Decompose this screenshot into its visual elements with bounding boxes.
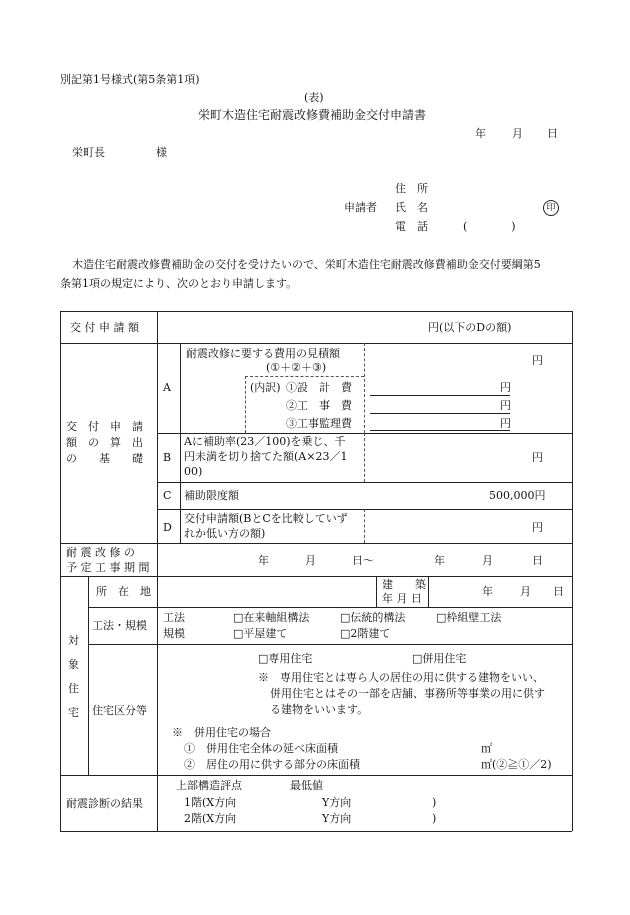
schedule-year-start: 年: [258, 554, 269, 567]
breakdown-construction: ②工 事 費: [286, 399, 352, 412]
method-option-traditional[interactable]: □伝統的構法: [340, 611, 406, 624]
row-a-value: 円: [532, 354, 543, 367]
row-d-desc-2: れか低い方の額): [184, 527, 266, 540]
row-c-value: 500,000円: [489, 489, 546, 502]
schedule-label-2: 予 定 工 事 期 間: [66, 561, 150, 574]
row-b-letter: B: [163, 451, 172, 464]
schedule-month-start: 月: [305, 554, 316, 567]
row-a-letter: A: [163, 381, 171, 394]
built-label-2: 年 月 日: [382, 592, 422, 605]
diagnosis-floor2-x: 2階(X方向: [184, 812, 237, 825]
seal-mark: 印: [543, 200, 559, 216]
name-label: 氏 名: [395, 201, 428, 214]
schedule-year-end: 年: [434, 554, 445, 567]
method-label: 工法・規模: [92, 619, 147, 632]
scale-option-two-story[interactable]: □2階建て: [340, 627, 391, 640]
schedule-day-start: 日～: [352, 554, 374, 567]
row-a-desc-1: 耐震改修に要する費用の見積額: [186, 347, 340, 360]
breakdown-supervision: ③工事監理費: [286, 417, 352, 430]
mixed-residential-area: ② 居住の用に供する部分の床面積: [184, 758, 360, 771]
target-label-2: 象: [68, 658, 79, 671]
class-option-dedicated[interactable]: □専用住宅: [258, 652, 313, 665]
form-number: 別記第1号様式(第5条第1項): [60, 73, 200, 86]
schedule-day-end: 日: [532, 554, 543, 567]
target-label-1: 対: [68, 634, 79, 647]
diagnosis-head-score: 上部構造評点: [176, 779, 242, 792]
row-c-desc: 補助限度額: [184, 489, 239, 502]
mixed-total-area-unit: ㎡: [481, 742, 492, 755]
schedule-label-1: 耐 震 改 修 の: [66, 546, 135, 559]
scale-option-single[interactable]: □平屋建て: [233, 627, 288, 640]
phone-paren: ( ): [463, 220, 516, 233]
addressee-suffix: 様: [156, 146, 167, 159]
phone-label: 電 話: [395, 220, 428, 233]
date-day-label: 日: [547, 127, 558, 140]
target-label-3: 住: [68, 682, 79, 695]
breakdown-label: (内訳): [250, 381, 281, 394]
row-b-desc-1: Aに補助率(23／100)を乗じ、千: [184, 435, 346, 448]
intro-line-1: 木造住宅耐震改修費補助金の交付を受けたいので、栄町木造住宅耐震改修費補助金交付要綱第5: [72, 258, 541, 271]
class-note-3: る建物をいいます。: [270, 703, 369, 716]
applicant-label: 申請者: [344, 201, 377, 214]
mixed-residential-area-unit: ㎡(②≧①／2): [481, 758, 552, 771]
diagnosis-floor1-close: ): [432, 796, 437, 809]
addressee: 栄町長: [72, 146, 105, 159]
grant-amount-label: 交 付 申 請 額: [70, 321, 139, 334]
row-d-desc-1: 交付申請額(BとCを比較していず: [184, 512, 348, 525]
method-row-label: 工法: [163, 611, 185, 624]
class-note-2: 併用住宅とはその一部を店舗、事務所等事業の用に供す: [270, 687, 545, 700]
class-note-1: ※ 専用住宅とは専ら人の居住の用に供する建物をいい、: [258, 671, 544, 684]
class-label: 住宅区分等: [92, 704, 147, 717]
row-d-value: 円: [532, 521, 543, 534]
built-label-1: 建 築: [382, 578, 426, 591]
intro-line-2: 条第1項の規定により、次のとおり申請します。: [60, 277, 298, 290]
schedule-month-end: 月: [482, 554, 493, 567]
address-label: 住 所: [395, 182, 428, 195]
row-d-letter: D: [163, 521, 172, 534]
basis-label-1: 交 付 申 請: [66, 420, 143, 433]
diagnosis-label: 耐震診断の結果: [66, 797, 143, 810]
diagnosis-floor1-x: 1階(X方向: [184, 796, 237, 809]
row-b-desc-2: 円未満を切り捨てた額(A×23／1: [184, 450, 348, 463]
built-day: 日: [553, 585, 564, 598]
row-b-value: 円: [532, 451, 543, 464]
page-title: 栄町木造住宅耐震改修費補助金交付申請書: [198, 108, 427, 122]
scale-row-label: 規模: [163, 627, 185, 640]
date-year-label: 年: [475, 127, 486, 140]
breakdown-design: ①設 計 費: [286, 381, 352, 394]
breakdown-design-unit: 円: [500, 381, 511, 394]
location-label: 所 在 地: [96, 585, 151, 598]
built-month: 月: [520, 585, 531, 598]
basis-label-3: の 基 礎: [66, 452, 143, 465]
diagnosis-floor2-y: Y方向: [322, 812, 352, 825]
diagnosis-floor1-y: Y方向: [322, 796, 352, 809]
form-side: (表): [304, 91, 324, 104]
method-option-framewall[interactable]: □枠組壁工法: [436, 611, 502, 624]
class-option-mixed[interactable]: □併用住宅: [412, 652, 467, 665]
row-a-desc-2: (①＋②＋③): [266, 361, 327, 374]
breakdown-supervision-unit: 円: [500, 417, 511, 430]
row-c-letter: C: [163, 489, 172, 502]
mixed-total-area: ① 併用住宅全体の延べ床面積: [184, 742, 338, 755]
built-year: 年: [482, 585, 493, 598]
mixed-title: ※ 併用住宅の場合: [172, 726, 271, 739]
target-label-4: 宅: [68, 706, 79, 719]
method-option-conventional[interactable]: □在来軸組構法: [233, 611, 310, 624]
grant-amount-value: 円(以下のDの額): [428, 321, 512, 334]
row-b-desc-3: 00): [184, 465, 203, 478]
diagnosis-floor2-close: ): [432, 812, 437, 825]
breakdown-construction-unit: 円: [500, 399, 511, 412]
basis-label-2: 額 の 算 出: [66, 436, 143, 449]
date-month-label: 月: [512, 127, 523, 140]
diagnosis-head-min: 最低値: [290, 779, 323, 792]
